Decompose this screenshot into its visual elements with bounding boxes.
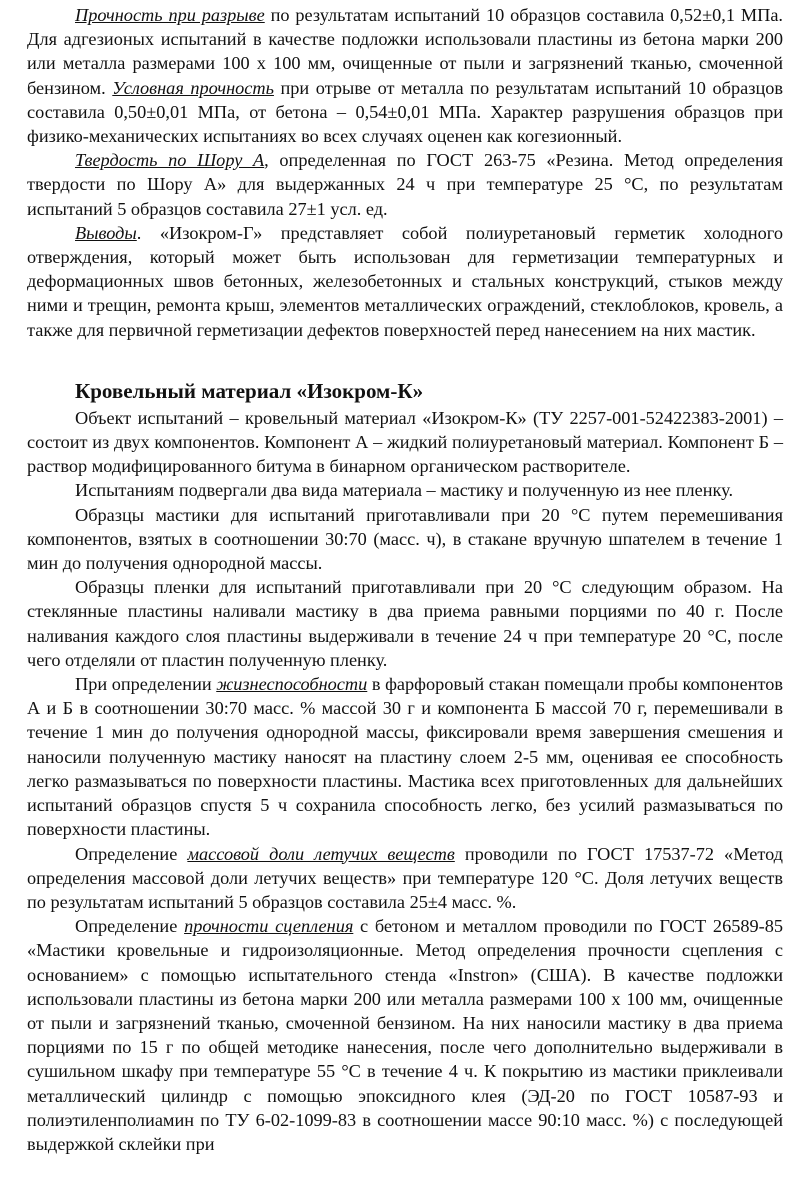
term-adhesion-strength: прочности сцепления	[184, 916, 354, 937]
paragraph-text: Определение	[75, 916, 185, 937]
paragraph-volatile-content	[27, 842, 783, 915]
paragraph-text: проводили по ГОСТ 17537-72 «Метод определения массовой доли летучих веществ» при температуре 120 °С. Доля летучих веществ по результатам испытаний 5 образцов составила 25±4 масс. %.	[27, 843, 783, 912]
paragraph-film-samples: Образцы пленки для испытаний приготавливали при 20 °С следующим образом. На стеклянные пластины наливали мастику в два приема равными порциями по 40 г. После наливания каждого слоя пластины выдерживали в течение 24 ч при температуре 20 °С, после чего отделяли от пластин полученную пленку.	[27, 577, 783, 670]
paragraph-material-types: Испытаниям подвергали два вида материала – мастику и полученную из нее пленку.	[75, 480, 734, 501]
paragraph-text: с бетоном и металлом проводили по ГОСТ 26589-85 «Мастики кровельные и гидроизоляционные. Метод определения прочности сцепления с основанием» с помощью испытательного стенда «Instron» (США). В качестве подложки использовали пластины из бетона марки 200 или металла размерами 100 х 100 мм, очищенные от пыли и загрязнений тканью, смоченной бензином. На них наносили мастику в два приема порциями по 15 г по общей методике нанесения, после чего дополнительно выдерживали в сушильном шкафу при температуре 55 °С в течение 4 ч. К покрытию из мастики приклеивали металлический цилиндр с помощью эпоксидного клея (ЭД-20 по ГОСТ 10587-93 и полиэтиленполиамин по ТУ 6-02-1099-83 в соотношении массе 90:10 масс. %) с последующей выдержкой склейки при	[27, 916, 784, 1154]
paragraph-text: . «Изокром-Г» представляет собой полиуретановый герметик холодного отверждения, который может быть использован для герметизации температурных и деформационных швов бетонных, железобетонных и стальных конструкций, стыков между ними и трещин, ремонта крыш, элементов металлических ограждений, стеклоблоков, кровель, а также для первичной герметизации дефектов поверхностей перед нанесением на них мастик.	[27, 222, 783, 340]
paragraph-text: Определение	[75, 843, 188, 864]
paragraph-text: При определении	[75, 674, 217, 695]
paragraph-shore-hardness	[27, 148, 783, 221]
paragraph-tensile-strength	[27, 3, 783, 148]
term-conclusions: Выводы	[75, 222, 137, 243]
term-pot-life: жизнеспособности	[216, 674, 368, 695]
paragraph-conclusions	[27, 221, 783, 342]
paragraph-adhesion-strength	[27, 914, 783, 1156]
paragraph-text: , определенная по ГОСТ 263-75 «Резина. Метод определения твердости по Шору А» для выдержанных 24 ч при температуре 25 °С, по результатам испытаний 5 образцов составила 27±1 усл. ед.	[27, 150, 783, 219]
paragraph-pot-life	[27, 672, 783, 841]
paragraph-mastic-samples: Образцы мастики для испытаний приготавливали при 20 °С путем перемешивания компонентов, взятых в соотношении 30:70 (масс. ч), в стакане вручную шпателем в течение 1 мин до получения однородной массы.	[27, 504, 783, 574]
section-heading: Кровельный материал «Изокром-К»	[75, 378, 424, 403]
paragraph-text: при отрыве от металла по результатам испытаний 10 образцов составила 0,50±0,01 МПа, от бетона – 0,54±0,01 МПа. Характер разрушения образцов при физико-механических испытаниях во всех случаях оценен как когезионный.	[27, 77, 784, 147]
term-tensile-strength: Прочность при разрыве	[75, 5, 265, 25]
paragraph-test-object: Объект испытаний – кровельный материал «Изокром-К» (ТУ 2257-001-52422383-2001) – состоит из двух компонентов. Компонент А – жидкий полиуретановый материал. Компонент Б – раствор модифицированного битума в бинарном органическом растворителе.	[27, 407, 783, 477]
paragraph-text: по результатам испытаний 10 образцов составила 0,52±0,1 МПа. Для адгезионых испытаний в качестве подложки использовали пластины из бетона марки 200 или металла размерами 100 х 100 мм, очищенные от пыли и загрязнений тканью, смоченной бензином.	[27, 5, 784, 98]
term-shore-hardness: Твердость по Шору А	[75, 150, 265, 171]
paragraph-text: в фарфоровый стакан помещали пробы компонентов А и Б в соотношении 30:70 масс. % массой 30 г и компонента Б массой 70 г, перемешивали в течение 1 мин до получения однородной массы, фиксировали время завершения смешения и наносили полученную мастику наносят на пластину слоем 2-5 мм, оценивая ее способность легко размазываться по поверхности пластины. Мастика всех приготовленных для дальнейших испытаний образцов спустя 5 ч сохранила способность легко, без усилий размазываться по поверхности пластины.	[27, 674, 783, 840]
term-volatile-content: массовой доли летучих веществ	[187, 843, 455, 864]
term-conditional-strength: Условная прочность	[112, 77, 274, 98]
